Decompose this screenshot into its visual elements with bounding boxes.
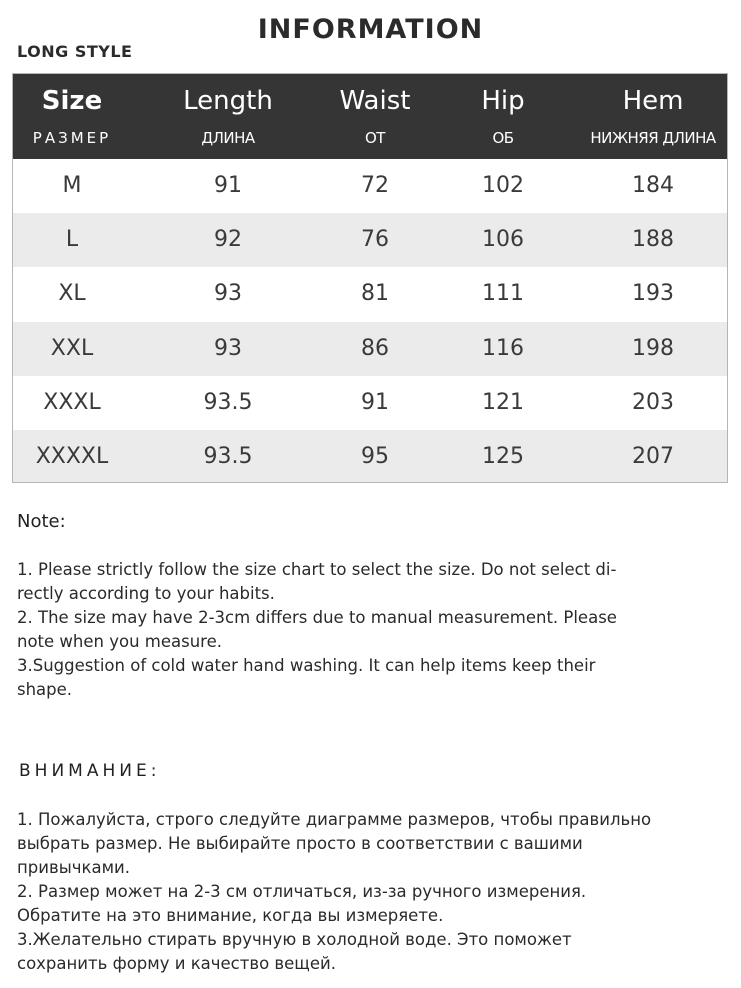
size-table — [12, 73, 728, 483]
cell-hip: 116 — [482, 335, 524, 361]
table-row — [13, 159, 727, 213]
cell-size: XL — [58, 281, 86, 307]
style-subtitle: LONG STYLE — [17, 42, 133, 61]
column-header-label: Waist — [339, 86, 411, 116]
cell-length: 92 — [214, 227, 242, 253]
cell-hem: 203 — [632, 389, 674, 415]
column-header-label-ru: РАЗМЕР — [32, 129, 112, 147]
cell-hem: 184 — [632, 173, 674, 198]
cell-hip: 111 — [482, 281, 524, 307]
note-heading: Note: — [17, 511, 66, 532]
cell-waist: 95 — [361, 443, 389, 469]
column-header-hem — [573, 74, 728, 159]
cell-hem: 193 — [632, 281, 674, 307]
page-title: INFORMATION — [257, 14, 484, 45]
table-row — [13, 376, 727, 430]
cell-size: L — [65, 227, 79, 253]
cell-waist: 72 — [361, 173, 389, 198]
cell-hem: 188 — [632, 227, 674, 253]
column-header-label: Hem — [622, 86, 684, 116]
column-header-label-ru: ДЛИНА — [201, 129, 255, 147]
column-header-label: Length — [183, 86, 273, 116]
table-row — [13, 267, 727, 321]
table-row — [13, 322, 727, 376]
cell-hip: 102 — [482, 173, 524, 198]
cell-waist: 86 — [361, 335, 389, 361]
cell-length: 91 — [214, 173, 242, 198]
cell-hip: 106 — [482, 227, 524, 253]
column-header-label-ru: ОБ — [492, 129, 514, 147]
column-header-label-ru: ОТ — [365, 129, 385, 147]
cell-size: M — [62, 173, 82, 198]
column-header-label: Size — [41, 86, 103, 116]
cell-length: 93 — [214, 335, 242, 361]
table-row — [13, 213, 727, 267]
column-header-label: Hip — [481, 86, 525, 116]
cell-waist: 81 — [361, 281, 389, 307]
cell-size: XXL — [50, 335, 94, 361]
cell-hip: 125 — [482, 443, 524, 469]
cell-hip: 121 — [482, 389, 524, 415]
cell-hem: 198 — [632, 335, 674, 361]
column-header-size — [13, 74, 131, 159]
cell-waist: 91 — [361, 389, 389, 415]
cell-waist: 76 — [361, 227, 389, 253]
table-row — [13, 430, 727, 483]
table-body — [13, 159, 727, 483]
cell-hem: 207 — [632, 443, 674, 469]
column-header-hip — [441, 74, 565, 159]
column-header-waist — [313, 74, 437, 159]
column-header-length — [147, 74, 309, 159]
cell-length: 93.5 — [203, 389, 253, 415]
note-text: 1. Please strictly follow the size chart to select the size. Do not select di- rectly according to your habits. 2. The size may have 2-3cm differs due to manual measurement. Please note when you measure. 3.Suggestion of cold water hand washing. It can help items keep their shape. — [17, 560, 617, 699]
cell-size: XXXL — [43, 389, 101, 415]
note-heading-ru: ВНИМАНИЕ: — [19, 761, 161, 781]
table-header — [13, 74, 727, 159]
note-text-ru: 1. Пожалуйста, строго следуйте диаграмме размеров, чтобы правильно выбрать размер. Не выбирайте просто в соответствии с вашими привычками. 2. Размер может на 2-3 см отличаться, из-за ручного измерения. Обратите на это внимание, когда вы измеряете. 3.Желательно стирать вручную в холодной воде. Это поможет сохранить форму и качество вещей. — [17, 810, 652, 973]
column-header-label-ru: НИЖНЯЯ ДЛИНА — [590, 129, 716, 147]
cell-length: 93 — [214, 281, 242, 307]
cell-length: 93.5 — [203, 443, 253, 469]
cell-size: XXXXL — [35, 443, 109, 469]
